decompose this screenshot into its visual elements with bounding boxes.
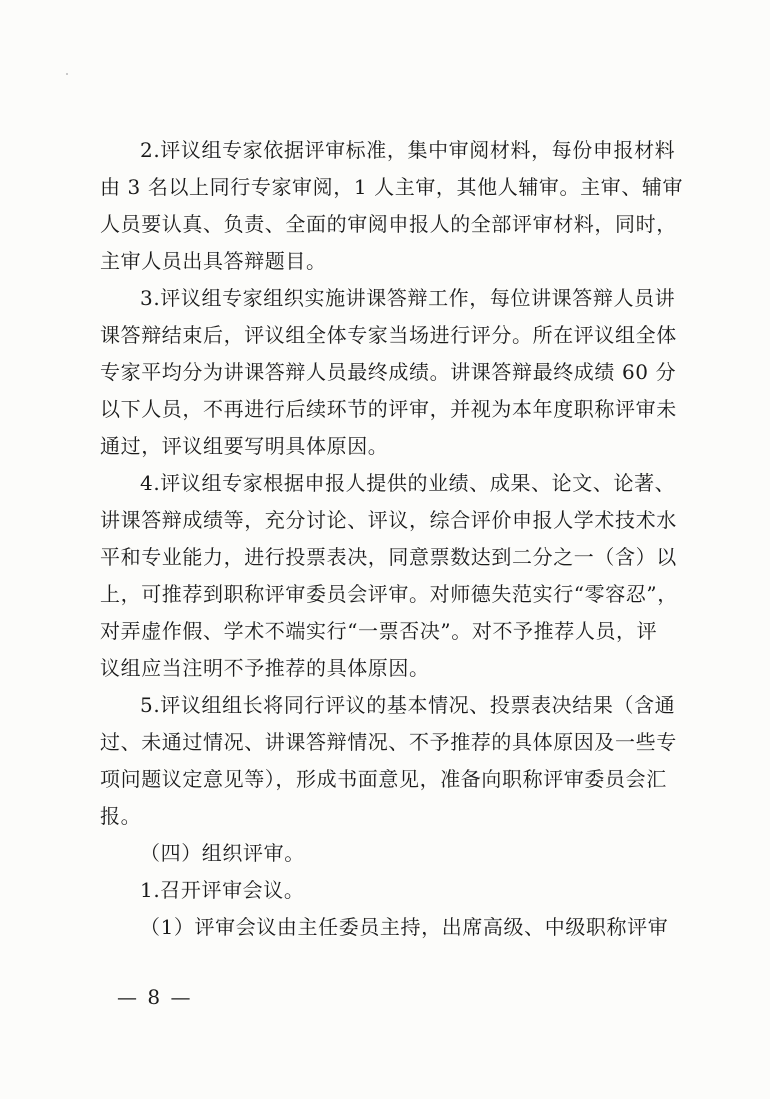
page-number: — 8 — — [117, 985, 193, 1009]
paragraph-line: 过、未通过情况、讲课答辩情况、不予推荐的具体原因及一些专 — [100, 730, 677, 754]
paragraph-line: 平和专业能力，进行投票表决，同意票数达到二分之一（含）以 — [100, 545, 677, 569]
paragraph-line: 5.评议组组长将同行评议的基本情况、投票表决结果（含通 — [140, 693, 676, 717]
paragraph-line: 通过，评议组要写明具体原因。 — [100, 434, 389, 458]
document-body — [100, 132, 690, 946]
paragraph-line: 上，可推荐到职称评审委员会评审。对师德失范实行“零容忍”， — [100, 582, 678, 606]
paragraph-line: 2.评议组专家依据评审标准，集中审阅材料，每份申报材料 — [140, 138, 676, 162]
paragraph-line: 主审人员出具答辩题目。 — [100, 249, 327, 273]
scan-speck — [66, 73, 68, 75]
paragraph-line: 人员要认真、负责、全面的审阅申报人的全部评审材料，同时， — [100, 212, 677, 236]
paragraph-line: 3.评议组专家组织实施讲课答辩工作，每位讲课答辩人员讲 — [140, 286, 676, 310]
paragraph-line: 议组应当注明不予推荐的具体原因。 — [100, 656, 430, 680]
paragraph-line: 讲课答辩成绩等，充分讨论、评议，综合评价申报人学术技术水 — [100, 508, 677, 532]
paragraph-line: 对弄虚作假、学术不端实行“一票否决”。对不予推荐人员，评 — [100, 619, 658, 643]
paragraph-line: （1）评审会议由主任委员主持，出席高级、中级职称评审 — [140, 915, 669, 939]
section-heading: （四）组织评审。 — [140, 841, 305, 865]
paragraph-line: 报。 — [100, 804, 142, 828]
paragraph-line: 专家平均分为讲课答辩人员最终成绩。讲课答辩最终成绩 60 分 — [100, 360, 677, 384]
paragraph-line: 课答辩结束后，评议组全体专家当场进行评分。所在评议组全体 — [100, 323, 677, 347]
paragraph-line: 项问题议定意见等），形成书面意见，准备向职称评审委员会汇 — [100, 767, 667, 791]
paragraph-line: 以下人员，不再进行后续环节的评审，并视为本年度职称评审未 — [100, 397, 677, 421]
paragraph-line: 由 3 名以上同行专家审阅，1 人主审，其他人辅审。主审、辅审 — [100, 175, 684, 199]
subsection-heading: 1.召开评审会议。 — [140, 878, 305, 902]
paragraph-line: 4.评议组专家根据申报人提供的业绩、成果、论文、论著、 — [140, 471, 676, 495]
